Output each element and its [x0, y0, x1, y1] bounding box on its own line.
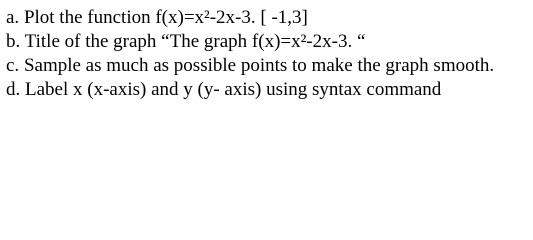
instruction-item-b: [6, 30, 494, 54]
instruction-marker: d.: [6, 79, 21, 100]
instruction-item-d: [6, 78, 494, 102]
instruction-marker: b.: [6, 31, 21, 52]
instruction-list: [6, 6, 494, 102]
instruction-text: Title of the graph “The graph f(x)=x²-2x-3. “: [24, 31, 366, 52]
instruction-marker: a.: [6, 7, 20, 28]
instruction-text: Label x (x-axis) and y (y- axis) using syntax command: [25, 79, 442, 100]
instruction-text: Sample as much as possible points to make the graph smooth.: [23, 55, 495, 76]
instruction-item-c: [6, 54, 494, 78]
instruction-text: Plot the function f(x)=x²-2x-3. [ -1,3]: [23, 7, 308, 28]
instruction-item-a: [6, 6, 494, 30]
instruction-marker: c.: [6, 55, 20, 76]
